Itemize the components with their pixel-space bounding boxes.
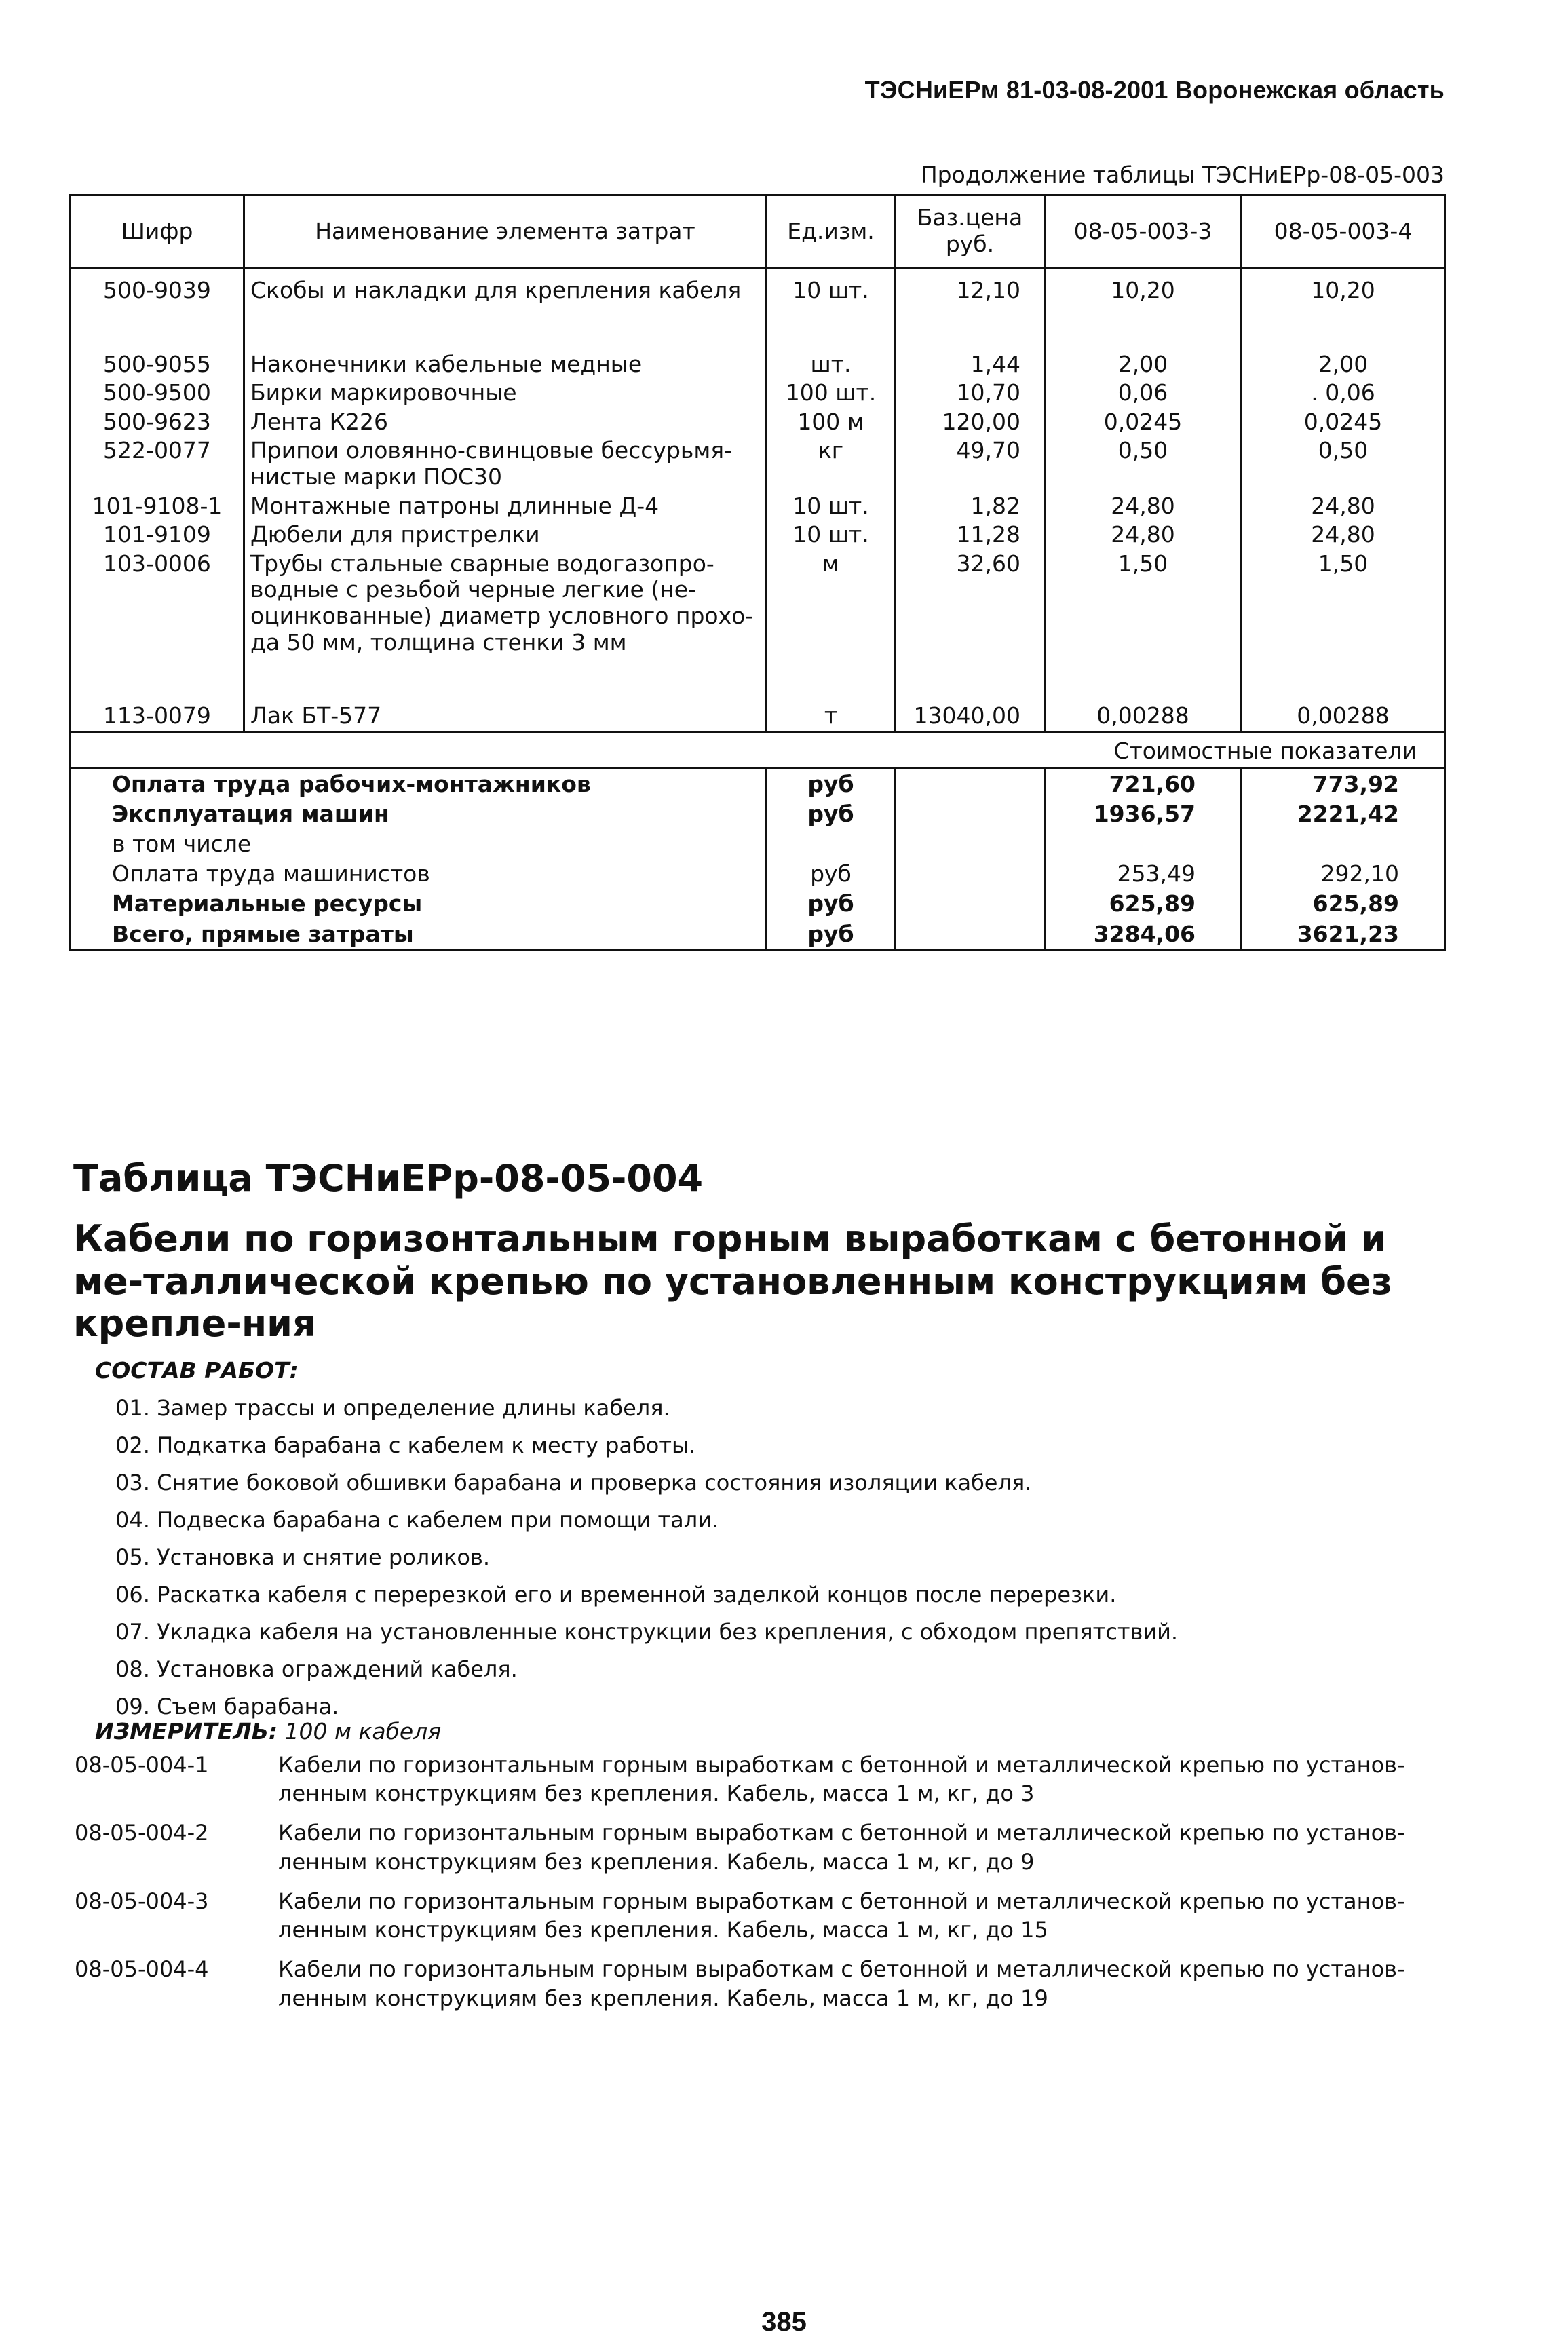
- table-header-row: [71, 195, 1445, 269]
- cell-price: 32,60: [896, 550, 1045, 657]
- summary-row: [71, 799, 1445, 829]
- summary-value-4: [1242, 829, 1445, 859]
- cell-value-4: . 0,06: [1242, 379, 1445, 408]
- summary-label: Эксплуатация машин: [71, 799, 767, 829]
- table-row: [71, 408, 1445, 437]
- header-code-3: 08-05-003-3: [1045, 195, 1242, 269]
- table-row: [71, 702, 1445, 731]
- cell-value-4: 10,20: [1242, 268, 1445, 305]
- measurer-label: ИЗМЕРИТЕЛЬ:: [95, 1718, 278, 1745]
- summary-value-4: 292,10: [1242, 859, 1445, 889]
- code-description: Кабели по горизонтальным горным выработкам с бетонной и металлической крепью по установ-ленным конструкциям без крепления. Кабель, масса 1 м, кг, до 9: [278, 1820, 1405, 1875]
- cell-unit: м: [767, 550, 896, 657]
- cell-cipher: 103-0006: [71, 550, 244, 657]
- cell-unit: 10 шт.: [767, 268, 896, 305]
- code-id: 08-05-004-3: [75, 1888, 209, 1914]
- summary-value-4: 625,89: [1242, 889, 1445, 919]
- cell-unit: шт.: [767, 350, 896, 379]
- cell-name: Лак БТ-577: [244, 702, 767, 731]
- cell-value-3: 0,50: [1045, 436, 1242, 491]
- summary-value-3: 3284,06: [1045, 919, 1242, 951]
- cell-price: 13040,00: [896, 702, 1045, 731]
- table-row: [71, 436, 1445, 491]
- table-spacer: [71, 305, 1445, 350]
- measurer-value: 100 м кабеля: [284, 1718, 442, 1745]
- table-row: [71, 492, 1445, 521]
- cell-value-3: 24,80: [1045, 520, 1242, 550]
- cell-name: Скобы и накладки для крепления кабеля: [244, 268, 767, 305]
- cell-cipher: 101-9108-1: [71, 492, 244, 521]
- measurer: [95, 1718, 441, 1745]
- code-id: 08-05-004-1: [75, 1752, 209, 1778]
- code-row: [75, 1887, 1445, 1944]
- summary-value-3: 721,60: [1045, 768, 1242, 799]
- code-description: Кабели по горизонтальным горным выработкам с бетонной и металлической крепью по установ-ленным конструкциям без крепления. Кабель, масса 1 м, кг, до 15: [278, 1888, 1405, 1943]
- cell-value-4: 1,50: [1242, 550, 1445, 657]
- summary-unit: руб: [767, 889, 896, 919]
- works-list: [115, 1390, 1178, 1726]
- cell-value-3: 0,06: [1045, 379, 1242, 408]
- table-row: [71, 550, 1445, 657]
- page-header: ТЭСНиЕРм 81-03-08-2001 Воронежская область: [864, 76, 1445, 104]
- summary-value-3: [1045, 829, 1242, 859]
- summary-label: Оплата труда рабочих-монтажников: [71, 768, 767, 799]
- cell-unit: кг: [767, 436, 896, 491]
- cell-cipher: 522-0077: [71, 436, 244, 491]
- summary-value-4: 2221,42: [1242, 799, 1445, 829]
- cell-value-4: 24,80: [1242, 492, 1445, 521]
- cell-value-4: 2,00: [1242, 350, 1445, 379]
- summary-row: [71, 829, 1445, 859]
- cell-value-3: 0,0245: [1045, 408, 1242, 437]
- cell-name: Наконечники кабельные медные: [244, 350, 767, 379]
- code-id: 08-05-004-4: [75, 1956, 209, 1983]
- cell-unit: т: [767, 702, 896, 731]
- cell-price: 49,70: [896, 436, 1045, 491]
- cell-cipher: 500-9623: [71, 408, 244, 437]
- cell-unit: 100 м: [767, 408, 896, 437]
- header-code-4: 08-05-003-4: [1242, 195, 1445, 269]
- cell-unit: 10 шт.: [767, 520, 896, 550]
- summary-value-3: 1936,57: [1045, 799, 1242, 829]
- table-spacer: [71, 657, 1445, 702]
- cell-name: Монтажные патроны длинные Д-4: [244, 492, 767, 521]
- list-item: 04. Подвеска барабана с кабелем при помощи тали.: [115, 1507, 719, 1533]
- summary-value-3: 253,49: [1045, 859, 1242, 889]
- cell-cipher: 113-0079: [71, 702, 244, 731]
- summary-label: Всего, прямые затраты: [71, 919, 767, 951]
- cost-header-row: [71, 731, 1445, 768]
- list-item: 03. Снятие боковой обшивки барабана и проверка состояния изоляции кабеля.: [115, 1470, 1032, 1496]
- cell-value-3: 24,80: [1045, 492, 1242, 521]
- table-row: [71, 520, 1445, 550]
- summary-unit: [767, 829, 896, 859]
- cell-value-4: 24,80: [1242, 520, 1445, 550]
- cell-cipher: 101-9109: [71, 520, 244, 550]
- cell-value-3: 10,20: [1045, 268, 1242, 305]
- list-item: 09. Съем барабана.: [115, 1694, 339, 1719]
- code-id: 08-05-004-2: [75, 1820, 209, 1846]
- norms-table: [69, 194, 1446, 951]
- table-row: [71, 350, 1445, 379]
- cell-value-4: 0,00288: [1242, 702, 1445, 731]
- list-item: 07. Укладка кабеля на установленные конструкции без крепления, с обходом препятствий.: [115, 1619, 1179, 1645]
- cell-price: 1,82: [896, 492, 1045, 521]
- cell-name: Трубы стальные сварные водогазопро-водные с резьбой черные легкие (не-оцинкованные) диаметр условного прохо-да 50 мм, толщина стенки 3 мм: [244, 550, 767, 657]
- cell-name: Бирки маркировочные: [244, 379, 767, 408]
- cell-price: 11,28: [896, 520, 1045, 550]
- works-label: СОСТАВ РАБОТ:: [95, 1357, 299, 1384]
- summary-value-4: 3621,23: [1242, 919, 1445, 951]
- cell-cipher: 500-9039: [71, 268, 244, 305]
- cell-name: Лента К226: [244, 408, 767, 437]
- summary-label: Оплата труда машинистов: [71, 859, 767, 889]
- code-row: [75, 1955, 1445, 2012]
- code-row: [75, 1818, 1445, 1875]
- summary-value-3: 625,89: [1045, 889, 1242, 919]
- summary-unit: руб: [767, 799, 896, 829]
- cell-unit: 100 шт.: [767, 379, 896, 408]
- code-description: Кабели по горизонтальным горным выработкам с бетонной и металлической крепью по установ-ленным конструкциям без крепления. Кабель, масса 1 м, кг, до 3: [278, 1752, 1405, 1807]
- cell-value-3: 1,50: [1045, 550, 1242, 657]
- cell-value-4: 0,50: [1242, 436, 1445, 491]
- cell-name: Припои оловянно-свинцовые бессурьмя-нистые марки ПОС30: [244, 436, 767, 491]
- section-subtitle: Кабели по горизонтальным горным выработкам с бетонной и ме-таллической крепью по установленным конструкциям без крепле-ния: [73, 1217, 1392, 1346]
- cell-value-3: 0,00288: [1045, 702, 1242, 731]
- header-base-price: Баз.цена руб.: [896, 195, 1045, 269]
- table-continuation-label: Продолжение таблицы ТЭСНиЕРр-08-05-003: [920, 161, 1445, 188]
- summary-value-4: 773,92: [1242, 768, 1445, 799]
- cost-header: Стоимостные показатели: [71, 731, 1445, 768]
- cell-price: 12,10: [896, 268, 1045, 305]
- list-item: 01. Замер трассы и определение длины кабеля.: [115, 1395, 670, 1421]
- cell-value-3: 2,00: [1045, 350, 1242, 379]
- summary-label: Материальные ресурсы: [71, 889, 767, 919]
- page-number: 385: [761, 2307, 807, 2337]
- list-item: 06. Раскатка кабеля с перерезкой его и временной заделкой концов после перерезки.: [115, 1582, 1117, 1607]
- cell-name: Дюбели для пристрелки: [244, 520, 767, 550]
- cell-price: 1,44: [896, 350, 1045, 379]
- codes-list: [75, 1751, 1445, 2023]
- cell-price: 10,70: [896, 379, 1045, 408]
- cell-unit: 10 шт.: [767, 492, 896, 521]
- section-title: Таблица ТЭСНиЕРр-08-05-004: [73, 1157, 704, 1200]
- summary-row: [71, 859, 1445, 889]
- code-row: [75, 1751, 1445, 1808]
- header-name: Наименование элемента затрат: [244, 195, 767, 269]
- table-row: [71, 379, 1445, 408]
- cell-cipher: 500-9500: [71, 379, 244, 408]
- summary-row: [71, 768, 1445, 799]
- cell-value-4: 0,0245: [1242, 408, 1445, 437]
- summary-label: в том числе: [71, 829, 767, 859]
- list-item: 02. Подкатка барабана с кабелем к месту работы.: [115, 1432, 696, 1458]
- summary-unit: руб: [767, 919, 896, 951]
- summary-unit: руб: [767, 768, 896, 799]
- summary-row: [71, 889, 1445, 919]
- header-unit: Ед.изм.: [767, 195, 896, 269]
- list-item: 05. Установка и снятие роликов.: [115, 1544, 490, 1570]
- list-item: 08. Установка ограждений кабеля.: [115, 1656, 518, 1682]
- code-description: Кабели по горизонтальным горным выработкам с бетонной и металлической крепью по установ-ленным конструкциям без крепления. Кабель, масса 1 м, кг, до 19: [278, 1956, 1405, 2011]
- cell-price: 120,00: [896, 408, 1045, 437]
- summary-unit: руб: [767, 859, 896, 889]
- summary-row: [71, 919, 1445, 951]
- table-row: [71, 268, 1445, 305]
- cell-cipher: 500-9055: [71, 350, 244, 379]
- header-cipher: Шифр: [71, 195, 244, 269]
